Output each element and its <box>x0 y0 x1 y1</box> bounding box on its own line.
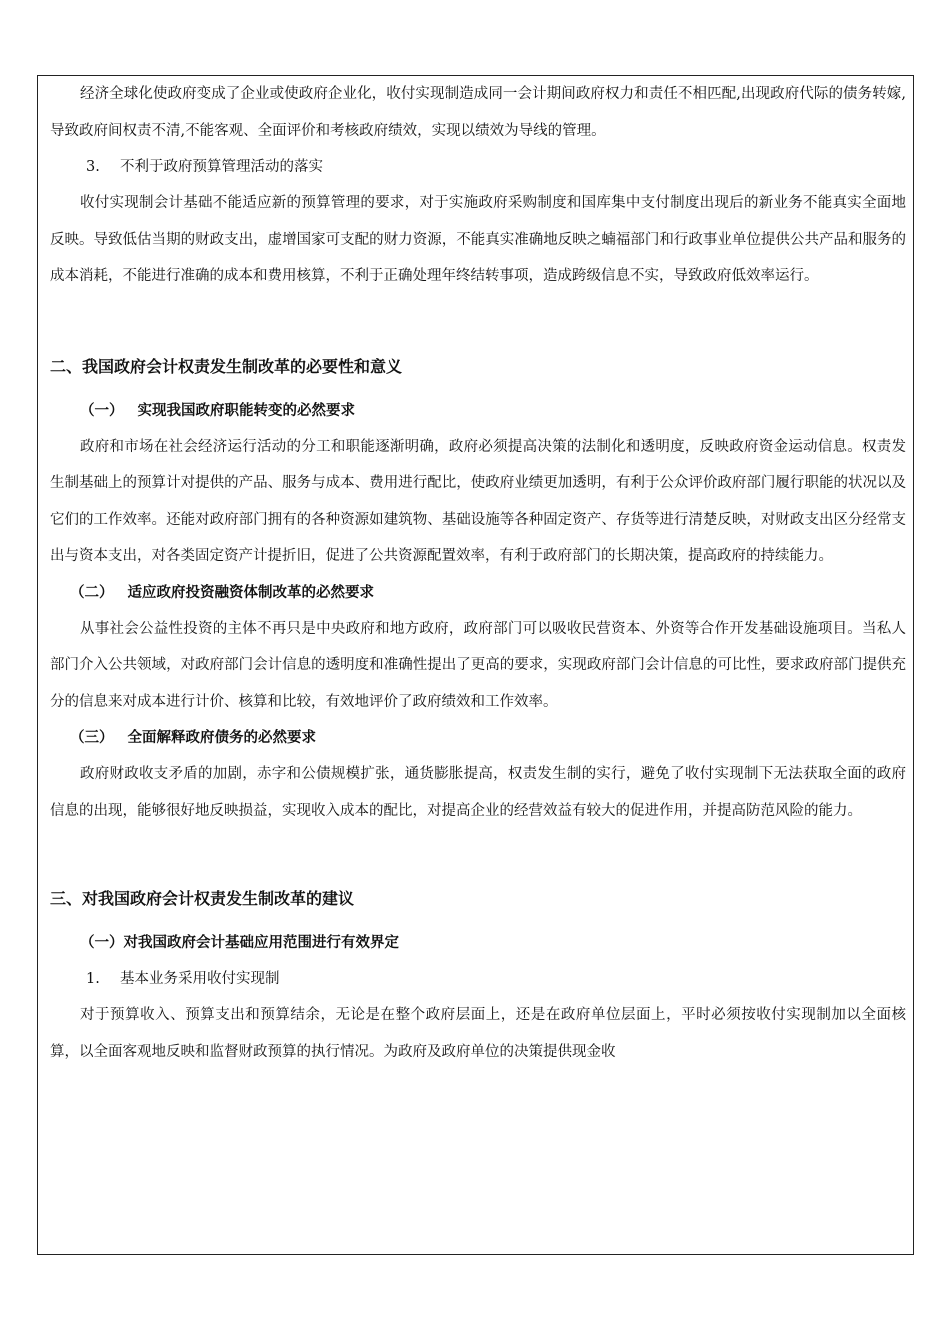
paragraph-globalization: 经济全球化使政府变成了企业或使政府企业化，收付实现制造成同一会计期间政府权力和责任不相匹配,出现政府代际的债务转嫁,导致政府间权责不清,不能客观、全面评价和考核政府绩效，实现以绩效为导线的管理。 <box>50 86 906 139</box>
paragraph-government-function: 政府和市场在社会经济运行活动的分工和职能逐渐明确，政府必须提高决策的法制化和透明度，反映政府资金运动信息。权责发生制基础上的预算计对提供的产品、服务与成本、费用进行配比，使政府业绩更加透明，有利于公众评价政府部门履行职能的状况以及它们的工作效率。还能对政府部门拥有的各种资源如建筑物、基础设施等各种固定资产、存货等进行清楚反映，对财政支出区分经常支出与资本支出，对各类固定资产计提折旧，促进了公共资源配置效率，有利于政府部门的长期决策，提高政府的持续能力。 <box>50 438 906 564</box>
subsection-2-3-heading <box>50 720 906 756</box>
spacer <box>50 829 906 881</box>
paragraph-cash-basis: 对于预算收入、预算支出和预算结余，无论是在整个政府层面上，还是在政府单位层面上，平时必须按收付实现制加以全面核算，以全面客观地反映和监督财政预算的执行情况。为政府及政府单位的决策提供现金收 <box>50 1007 906 1060</box>
paragraph-budget-management: 收付实现制会计基础不能适应新的预算管理的要求，对于实施政府采购制度和国库集中支付制度出现后的新业务不能真实全面地反映。导致低估当期的财政支出，虚增国家可支配的财力资源，不能真实准确地反映之蝻福部门和行政事业单位提供公共产品和服务的成本消耗，不能进行准确的成本和费用核算，不利于正确处理年终结转事项，造成跨级信息不实，导致政府低效率运行。 <box>50 195 906 284</box>
paragraph-government-debt: 政府财政收支矛盾的加剧，赤字和公债规模扩张，通货膨胀提高，权责发生制的实行，避免了收付实现制下无法获取全面的政府信息的出现，能够很好地反映损益，实现收入成本的配比，对提高企业的经营效益有较大的促进作用，并提高防范风险的能力。 <box>50 766 906 819</box>
document-frame <box>37 75 914 1255</box>
subsection-label: （一） <box>80 402 124 419</box>
list-item-text: 基本业务采用收付实现制 <box>120 971 280 987</box>
subsection-title: 适应政府投资融资体制改革的必然要求 <box>127 584 374 601</box>
list-item-3 <box>50 149 906 185</box>
paragraph-investment-reform: 从事社会公益性投资的主体不再只是中央政府和地方政府，政府部门可以吸收民营资本、外资等合作开发基础设施项目。当私人部门介入公共领域，对政府部门会计信息的透明度和准确性提出了更高的要求，实现政府部门会计信息的可比性，要求政府部门提供充分的信息来对成本进行计价、核算和比较，有效地评价了政府绩效和工作效率。 <box>50 620 906 710</box>
spacer <box>50 295 906 349</box>
section-3-heading: 三、对我国政府会计权责发生制改革的建议 <box>50 889 355 908</box>
list-item-text: 不利于政府预算管理活动的落实 <box>120 159 323 175</box>
subsection-3-1-heading: （一）对我国政府会计基础应用范围进行有效界定 <box>80 935 399 951</box>
spacer <box>50 917 906 925</box>
section-2-heading: 二、我国政府会计权责发生制改革的必要性和意义 <box>50 356 403 376</box>
subsection-2-1-heading <box>50 393 906 429</box>
document-body <box>50 76 906 1070</box>
list-item-1 <box>50 961 906 997</box>
subsection-label: （二） <box>70 584 114 601</box>
subsection-2-2-heading <box>50 575 906 611</box>
list-number: 3. <box>86 159 100 175</box>
spacer <box>50 385 906 393</box>
subsection-label: （三） <box>70 730 114 746</box>
subsection-title: 全面解释政府债务的必然要求 <box>127 730 316 746</box>
subsection-title: 实现我国政府职能转变的必然要求 <box>137 402 355 419</box>
list-number: 1. <box>86 971 100 987</box>
